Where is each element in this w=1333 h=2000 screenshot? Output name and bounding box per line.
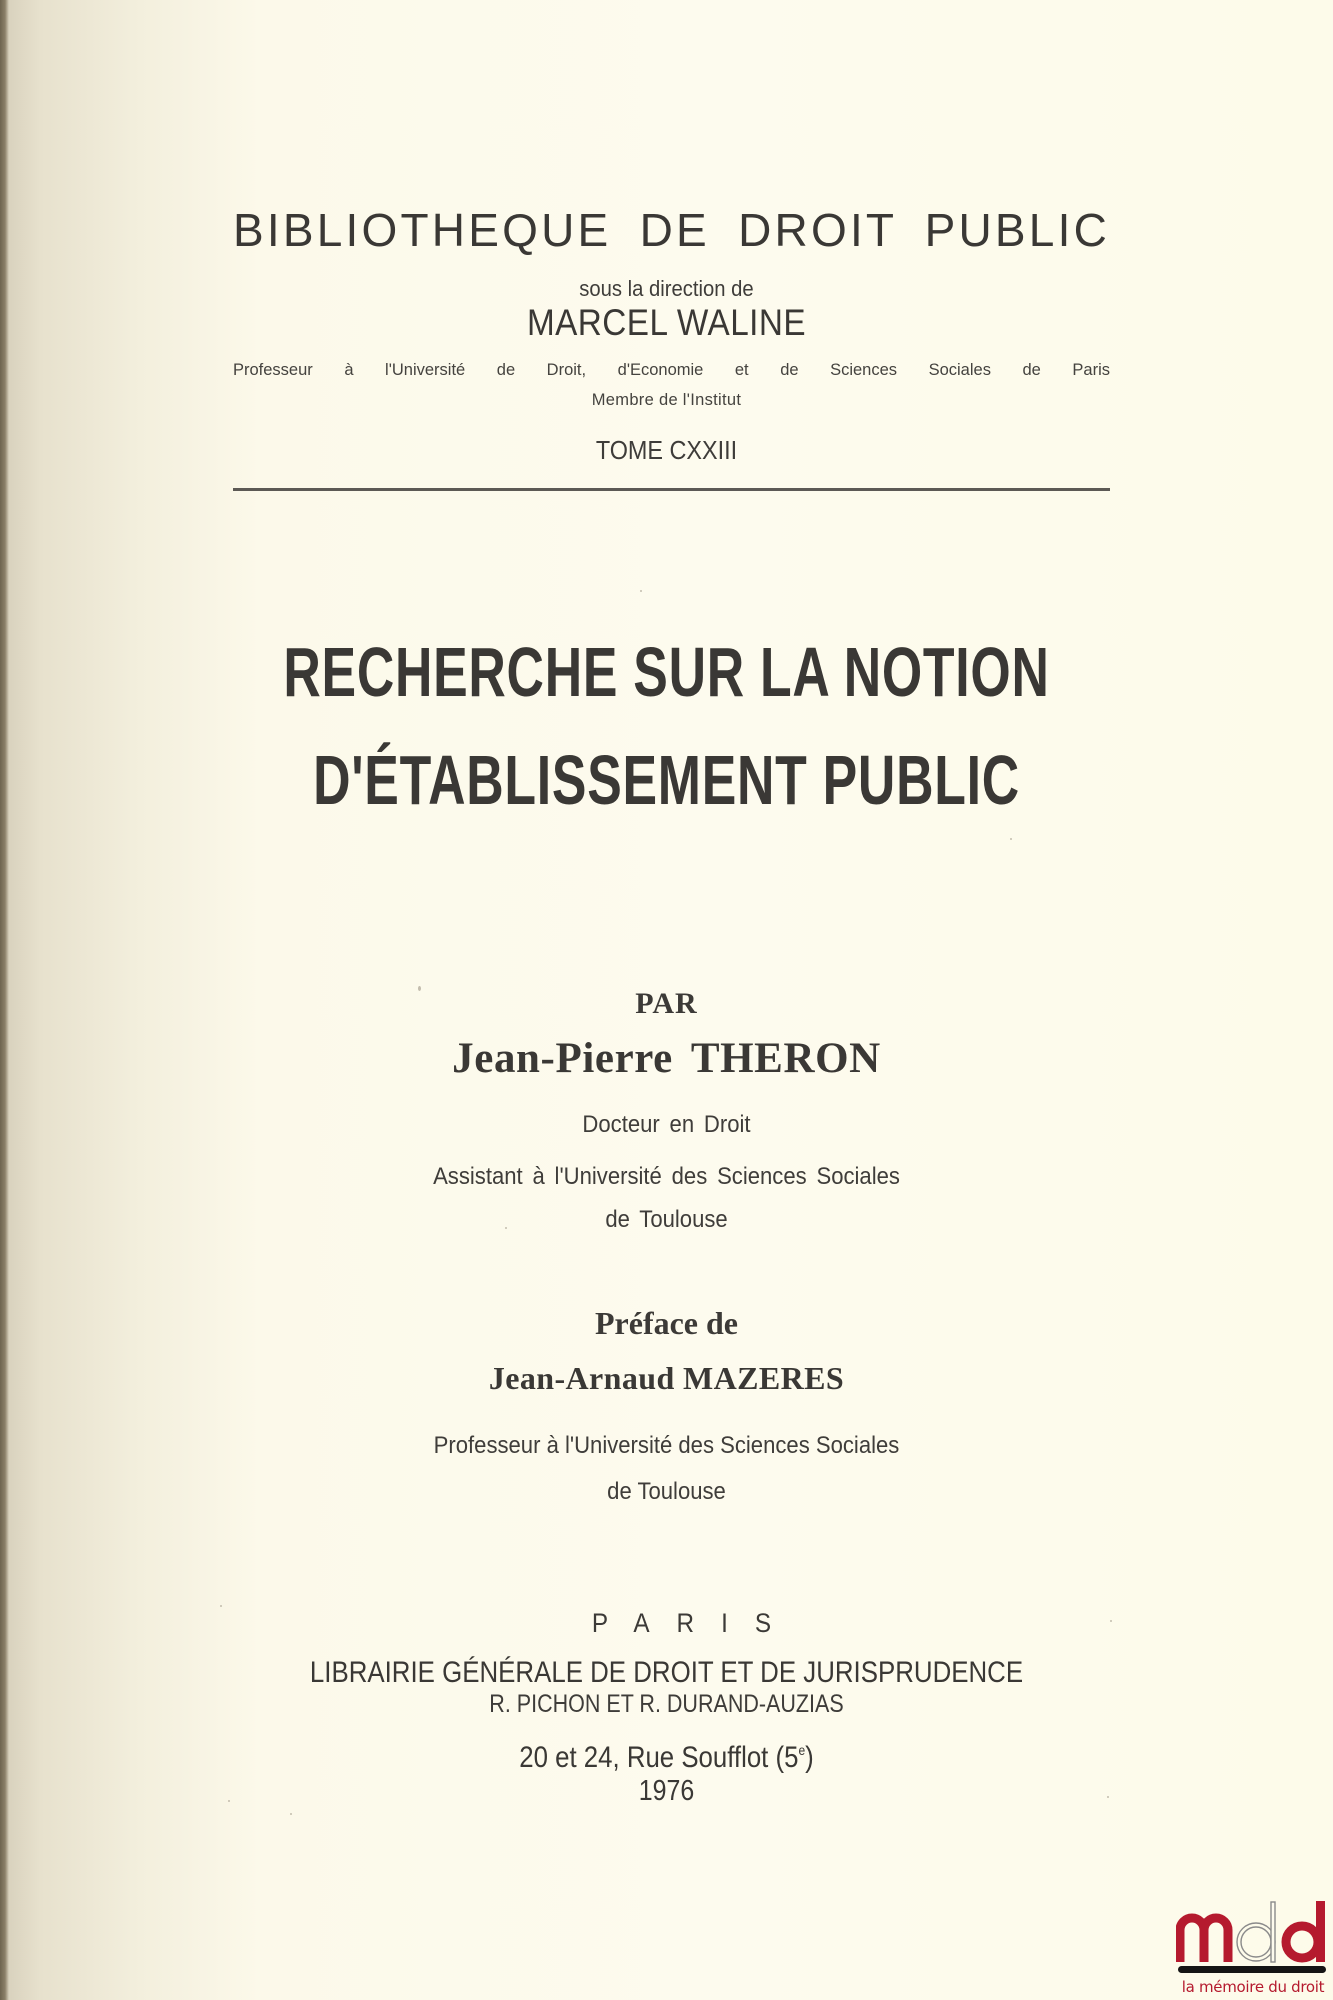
direction-label: sous la direction de	[579, 276, 754, 301]
mdd-logo-icon	[1176, 1898, 1328, 1964]
paper-speck	[220, 1605, 222, 1607]
mdd-logo	[1174, 1898, 1329, 2000]
publication-year: 1976	[638, 1775, 695, 1807]
paper-speck	[640, 590, 642, 592]
by-label: PAR	[635, 987, 698, 1020]
paper-speck	[418, 986, 421, 991]
preface-author: Jean-Arnaud MAZERES	[488, 1360, 845, 1396]
logo-bar	[1178, 1966, 1326, 1973]
publisher-city: PARIS	[591, 1608, 799, 1638]
preface-author-city: de Toulouse	[607, 1478, 726, 1505]
author-position-city: de Toulouse	[605, 1206, 728, 1233]
paper-speck	[228, 1800, 230, 1802]
preface-label: Préface de	[594, 1305, 738, 1341]
address-text: 20 et 24, Rue Soufflot (5	[519, 1741, 799, 1774]
director-title: Professeur à l'Université de Droit, d'Economie et de Sciences Sociales de Paris	[233, 361, 1110, 379]
series-director: MARCEL WALINE	[526, 302, 807, 343]
divider-rule	[233, 488, 1110, 491]
book-title-line-1: RECHERCHE SUR LA NOTION	[283, 633, 1050, 711]
author-degree: Docteur en Droit	[582, 1111, 751, 1138]
paper-speck	[1107, 1796, 1109, 1798]
paper-speck	[1010, 838, 1012, 840]
logo-tagline: la mémoire du droit	[1181, 1978, 1325, 1996]
series-title: BIBLIOTHEQUE DE DROIT PUBLIC	[233, 204, 1110, 256]
volume-number: TOME CXXIII	[595, 435, 738, 465]
director-membership: Membre de l'Institut	[591, 391, 742, 409]
paper-speck	[290, 1813, 292, 1815]
book-title-line-2: D'ÉTABLISSEMENT PUBLIC	[313, 741, 1020, 819]
publisher-name: LIBRAIRIE GÉNÉRALE DE DROIT ET DE JURISPRUDENCE	[309, 1656, 1024, 1689]
paper-speck	[505, 1227, 507, 1229]
preface-author-position: Professeur à l'Université des Sciences Sociales	[433, 1432, 900, 1459]
address-superscript: e	[798, 1742, 806, 1758]
author-first-name: Jean-Pierre	[452, 1035, 673, 1082]
publisher-address	[93, 1743, 1239, 1773]
author-name	[0, 1037, 1333, 1080]
address-end: )	[805, 1741, 814, 1774]
paper-speck	[1110, 1620, 1112, 1622]
publisher-owners: R. PICHON ET R. DURAND-AUZIAS	[489, 1690, 844, 1718]
author-position: Assistant à l'Université des Sciences Sociales	[433, 1163, 900, 1190]
author-last-name: THERON	[690, 1035, 881, 1082]
